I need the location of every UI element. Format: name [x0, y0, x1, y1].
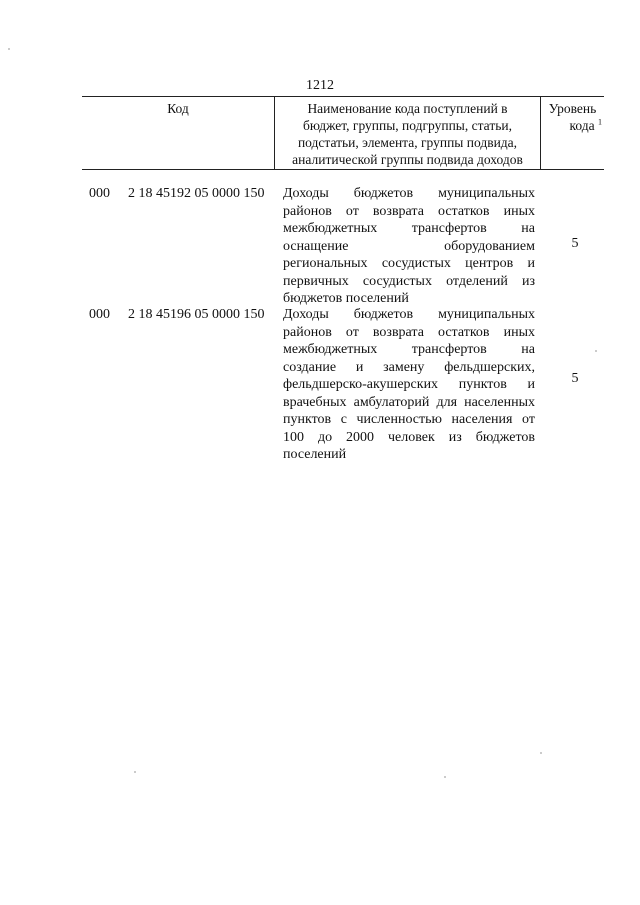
income-description	[283, 185, 535, 308]
budget-classification-code: 2 18 45196 05 0000 150	[128, 307, 265, 322]
scan-speck	[134, 771, 136, 773]
header-level-kod: кода	[569, 118, 595, 133]
description-line: региональных сосудистых центров и	[283, 256, 535, 271]
description-line: межбюджетных трансфертов на	[283, 221, 535, 236]
header-name-column	[275, 97, 541, 169]
header-code-label: Код	[167, 101, 189, 116]
scan-speck	[444, 776, 446, 778]
description-line: создание и замену фельдшерских,	[283, 359, 535, 375]
description-line: бюджетов поселений	[283, 291, 409, 306]
description-line: пунктов с численностью населения от	[283, 412, 535, 427]
description-line: межбюджетных трансфертов на	[283, 342, 535, 357]
code-level: 5	[571, 371, 579, 386]
page-number: 1212	[306, 78, 334, 93]
admin-code: 000	[89, 307, 110, 322]
description-line: Доходы бюджетов муниципальных	[283, 186, 535, 201]
header-code-column	[82, 97, 275, 169]
admin-code: 000	[89, 186, 110, 201]
scan-speck	[8, 48, 10, 50]
description-line: оснащение оборудованием	[283, 238, 535, 254]
description-line: районов от возврата остатков иных	[283, 203, 535, 219]
description-line: фельдшерско-акушерских пунктов и	[283, 377, 535, 392]
header-name-line: подстатьи, элемента, группы подвида,	[297, 135, 518, 150]
header-level-label: Уровень	[548, 101, 597, 116]
header-name-line: аналитической группы подвида доходов	[292, 152, 523, 167]
header-level-label-line2	[543, 117, 602, 134]
income-description	[283, 306, 535, 464]
scan-speck	[595, 350, 597, 352]
description-line: 100 до 2000 человек из бюджетов	[283, 429, 535, 445]
scan-speck	[540, 752, 542, 754]
budget-classification-code: 2 18 45192 05 0000 150	[128, 186, 265, 201]
description-line: Доходы бюджетов муниципальных	[283, 307, 535, 322]
footnote-marker: 1	[598, 117, 602, 127]
description-line: врачебных амбулаторий для населенных	[283, 394, 535, 410]
description-line: районов от возврата остатков иных	[283, 324, 535, 340]
header-name-line: Наименование кода поступлений в	[307, 101, 508, 116]
description-line: поселений	[283, 447, 347, 462]
header-name-line: бюджет, группы, подгруппы, статьи,	[303, 118, 512, 133]
description-line: первичных сосудистых отделений из	[283, 273, 535, 289]
header-level-column	[541, 97, 604, 169]
code-level: 5	[571, 236, 579, 251]
table-header	[82, 96, 604, 170]
